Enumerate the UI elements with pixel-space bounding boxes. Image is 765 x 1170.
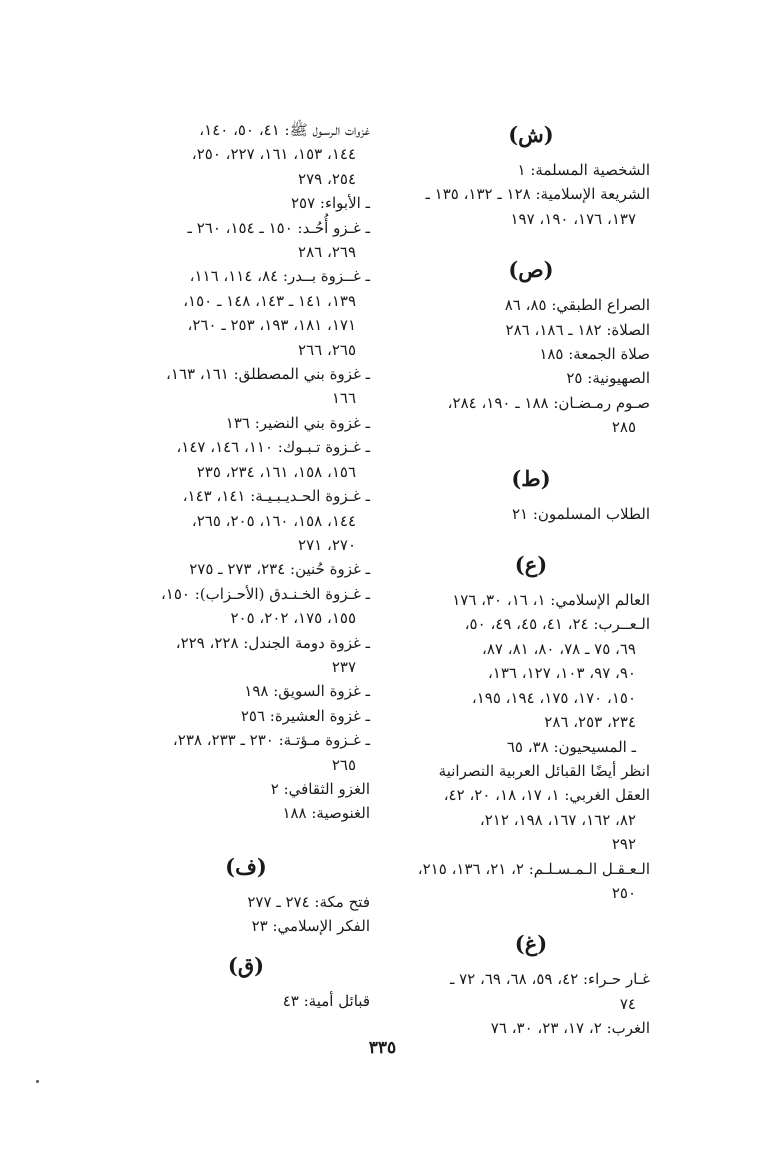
- entry-line-continuation: ١٥٦، ١٥٨، ١٦١، ٢٣٤، ٢٣٥: [196, 462, 356, 481]
- section-heading-shin: (ش): [508, 122, 554, 147]
- entry-line-continuation: ٢٧٠، ٢٧١: [298, 535, 356, 554]
- index-entry: [412, 1016, 650, 1040]
- entry-line: صـوم رمـضـان: ١٨٨ ـ ١٩٠، ٢٨٤،: [447, 393, 650, 412]
- index-entry: [412, 366, 650, 390]
- index-entry: [412, 391, 650, 440]
- index-entry: [412, 158, 650, 182]
- index-entry: [412, 342, 650, 366]
- entry-line: غزوات الـرسـول ﷺ: ٤١، ٥٠، ١٤٠،: [199, 121, 370, 139]
- entry-line: الغزو الثقافي: ٢: [270, 779, 370, 798]
- index-entry: [412, 502, 650, 526]
- entry-line-continuation: ١٧١، ١٨١، ١٩٣، ٢٥٣ ـ ٢٦٠،: [187, 316, 356, 335]
- index-subentry: [122, 557, 370, 581]
- section-heading-qaf: (ق): [227, 952, 265, 978]
- entry-line: ـ المسيحيون: ٣٨، ٦٥: [506, 737, 636, 756]
- entry-line: ـ غـزوة مـؤتـة: ٢٣٠ ـ ٢٣٣، ٢٣٨،: [172, 731, 370, 750]
- entry-line: الغنوصية: ١٨٨: [282, 804, 370, 823]
- entry-line: ـ غـزوة تـبـوك: ١١٠، ١٤٦، ١٤٧،: [176, 438, 370, 457]
- page-number: ٣٣٥: [368, 1038, 397, 1058]
- section-heading-sad: (ص): [508, 257, 554, 283]
- entry-line: العقل الغربي: ١، ١٧، ١٨، ٢٠، ٤٢،: [443, 786, 650, 805]
- index-subentry: [122, 362, 370, 411]
- section-heading-ta: (ط): [511, 465, 551, 491]
- index-column-left: [122, 118, 370, 1013]
- entry-line: ـ غـزو أُحُـد: ١٥٠ ـ ١٥٤، ٢٦٠ ـ: [187, 218, 370, 237]
- entry-line: ـ غزوة دومة الجندل: ٢٢٨، ٢٢٩،: [175, 633, 370, 652]
- entry-line: ـ غزوة بني النضير: ١٣٦: [225, 413, 370, 432]
- index-entry: [412, 182, 650, 231]
- entry-line: الـعـقـل الـمـسـلـم: ٢، ٢١، ١٣٦، ٢١٥،: [417, 859, 650, 878]
- index-entry: [412, 588, 650, 612]
- index-subentry: [122, 435, 370, 484]
- index-subentry: [122, 728, 370, 777]
- index-subentry: [122, 679, 370, 703]
- entry-line-continuation: ١٤٤، ١٥٨، ١٦٠، ٢٠٥، ٢٦٥،: [191, 511, 356, 530]
- entry-line: ـ غـزوة الخـنـدق (الأحـزاب): ١٥٠،: [160, 584, 370, 603]
- index-entry: [412, 612, 650, 734]
- index-entry: [122, 989, 370, 1013]
- entry-line: ـ غــزوة بــدر: ٨٤، ١١٤، ١١٦،: [189, 267, 370, 286]
- index-subentry: [412, 735, 650, 759]
- section-heading-fa: (ف): [225, 853, 267, 879]
- entry-line: العالم الإسلامي: ١، ١٦، ٣٠، ١٧٦: [452, 591, 650, 610]
- entry-line-continuation: ١٥٠، ١٧٠، ١٧٥، ١٩٤، ١٩٥،: [471, 688, 636, 707]
- index-entry: [122, 914, 370, 938]
- entry-line-continuation: ١٥٥، ١٧٥، ٢٠٢، ٢٠٥: [230, 609, 356, 628]
- index-subentry: [122, 216, 370, 265]
- entry-line: الغرب: ٢، ١٧، ٢٣، ٣٠، ٧٦: [490, 1019, 650, 1038]
- index-entry: [122, 777, 370, 801]
- entry-line: الفكر الإسلامي: ٢٣: [251, 917, 370, 936]
- entry-line-continuation: ٢٦٥: [331, 755, 356, 774]
- entry-line: ـ غزوة العشيرة: ٢٥٦: [240, 706, 370, 725]
- section-heading-ghain: (غ): [514, 931, 548, 957]
- index-subentry: [122, 582, 370, 631]
- index-subentry: [122, 484, 370, 557]
- entry-line-continuation: ١٣٧، ١٧٦، ١٩٠، ١٩٧: [510, 209, 636, 228]
- index-entry: [412, 293, 650, 317]
- index-entry: [412, 967, 650, 1016]
- entry-line: الشخصية المسلمة: ١: [517, 161, 650, 179]
- entry-line-continuation: ٢٨٥: [611, 418, 636, 437]
- entry-line-continuation: ٧٤: [619, 994, 636, 1013]
- entry-line: غـار حـراء: ٤٢، ٥٩، ٦٨، ٦٩، ٧٢ ـ: [449, 970, 650, 989]
- entry-line: ـ غـزوة الحـديـبـيـة: ١٤١، ١٤٣،: [182, 487, 370, 506]
- index-entry: [122, 890, 370, 914]
- entry-line-continuation: ١٤٤، ١٥٣، ١٦١، ٢٢٧، ٢٥٠،: [191, 145, 356, 164]
- index-entry: [412, 783, 650, 856]
- entry-line: ـ غزوة حُنين: ٢٣٤، ٢٧٣ ـ ٢٧٥: [189, 560, 370, 579]
- section-heading-ain: (ع): [514, 552, 548, 578]
- entry-line: انظر أيضًا القبائل العربية النصرانية: [438, 761, 650, 780]
- index-column-right: [412, 118, 650, 1041]
- entry-line-continuation: ١٣٩، ١٤١ ـ ١٤٣، ١٤٨ ـ ١٥٠،: [183, 291, 356, 310]
- index-entry: [412, 857, 650, 906]
- entry-line-continuation: ٢٥٠: [611, 883, 636, 902]
- index-subentry: [122, 264, 370, 362]
- index-entry: [412, 318, 650, 342]
- entry-line: فتح مكة: ٢٧٤ ـ ٢٧٧: [247, 892, 370, 911]
- scan-speck: [36, 1080, 39, 1083]
- entry-line: الـعــرب: ٢٤، ٤١، ٤٥، ٤٩، ٥٠،: [464, 615, 650, 634]
- entry-line: ـ الأبواء: ٢٥٧: [290, 194, 370, 213]
- entry-line-continuation: ٨٢، ١٦٢، ١٦٧، ١٩٨، ٢١٢،: [479, 810, 636, 829]
- index-subentry: [122, 631, 370, 680]
- index-see-also: [412, 759, 650, 783]
- entry-line-continuation: ٩٠، ٩٧، ١٠٣، ١٢٧، ١٣٦،: [487, 664, 636, 683]
- entry-line-continuation: ٢٣٧: [331, 657, 356, 676]
- index-entry: [122, 801, 370, 825]
- entry-line-continuation: ٢٥٤، ٢٧٩: [298, 169, 356, 188]
- index-entry: [122, 118, 370, 191]
- entry-line: الصهيونية: ٢٥: [566, 369, 650, 388]
- entry-line: ـ غزوة بني المصطلق: ١٦١، ١٦٣،: [166, 365, 370, 384]
- entry-line: الشريعة الإسلامية: ١٢٨ ـ ١٣٢، ١٣٥ ـ: [425, 185, 650, 204]
- entry-line-continuation: ٢٣٤، ٢٥٣، ٢٨٦: [544, 713, 636, 732]
- entry-line-continuation: ٦٩، ٧٥ ـ ٧٨، ٨٠، ٨١، ٨٧،: [482, 639, 636, 658]
- entry-line: قبائل أمية: ٤٣: [282, 991, 370, 1010]
- entry-line: الصلاة: ١٨٢ ـ ١٨٦، ٢٨٦: [505, 320, 650, 339]
- index-subentry: [122, 191, 370, 215]
- entry-line-continuation: ٢٩٢: [611, 835, 636, 854]
- entry-line-continuation: ٢٦٥، ٢٦٦: [298, 340, 356, 359]
- index-subentry: [122, 704, 370, 728]
- entry-line: ـ غزوة السويق: ١٩٨: [244, 682, 370, 701]
- entry-line: الصراع الطبقي: ٨٥، ٨٦: [504, 296, 650, 315]
- entry-line-continuation: ١٦٦: [331, 389, 356, 408]
- index-subentry: [122, 411, 370, 435]
- entry-line: الطلاب المسلمون: ٢١: [511, 504, 650, 523]
- entry-line: صلاة الجمعة: ١٨٥: [539, 345, 650, 364]
- entry-line-continuation: ٢٦٩، ٢٨٦: [298, 243, 356, 262]
